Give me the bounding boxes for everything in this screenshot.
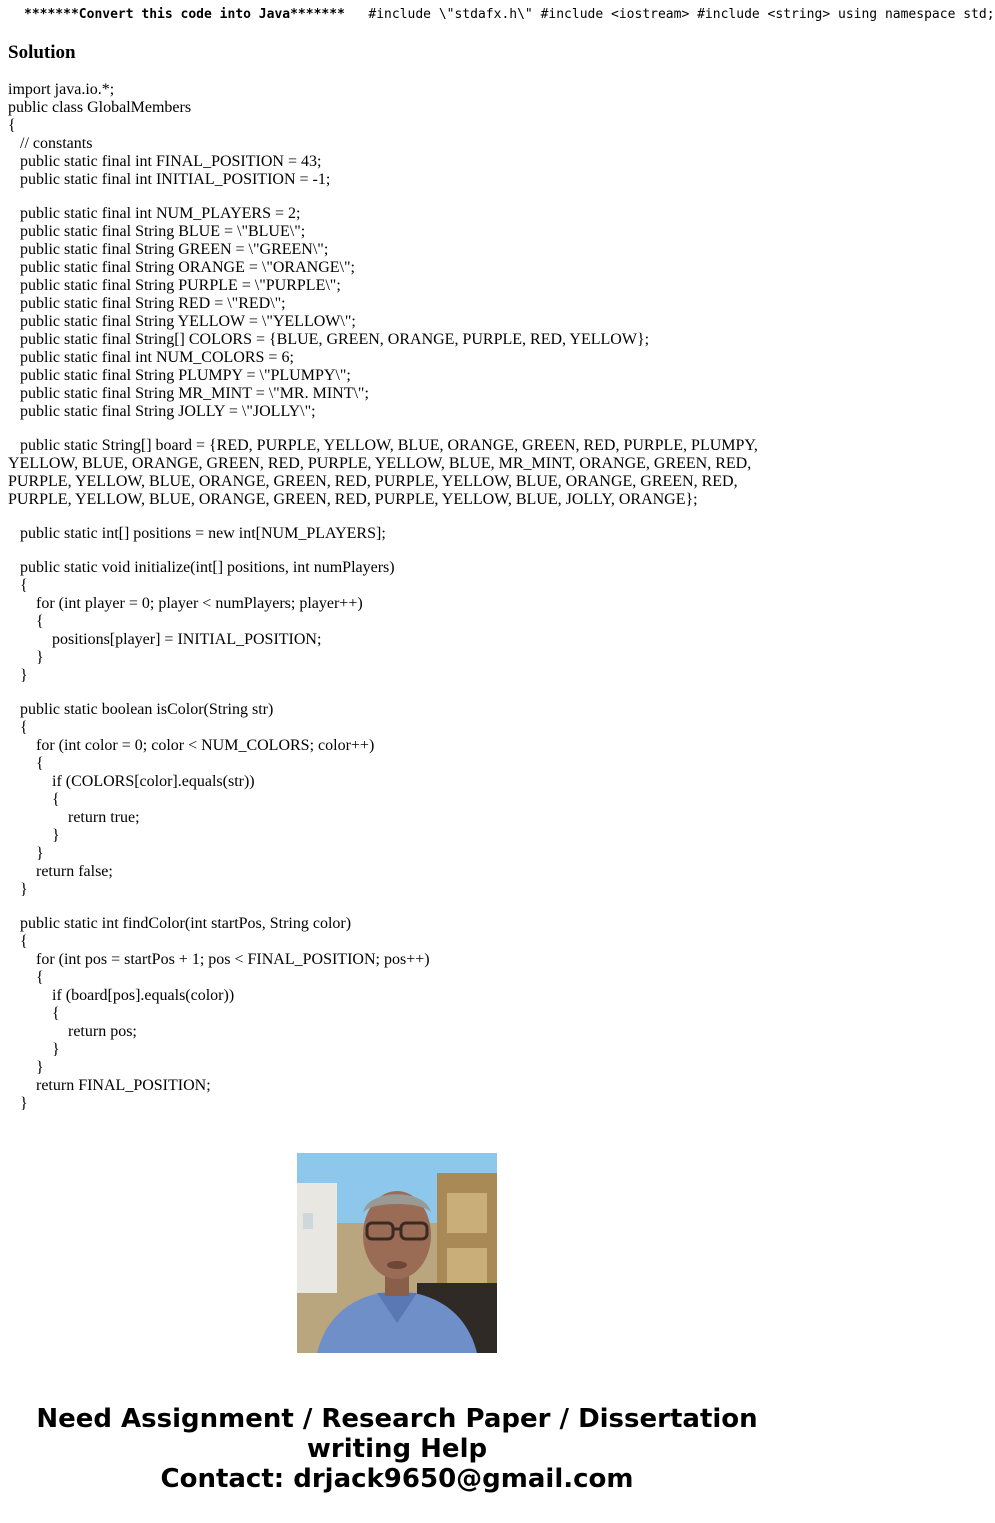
code-line: import java.io.*; xyxy=(8,81,115,98)
code-line: public static final String JOLLY = \"JOLLY\"; xyxy=(8,403,316,420)
code-line: public static final int NUM_PLAYERS = 2; xyxy=(8,205,301,222)
code-line: } xyxy=(8,667,28,684)
code-block xyxy=(8,81,786,1113)
code-line: public static final int INITIAL_POSITION = -1; xyxy=(8,171,331,188)
code-line: { xyxy=(8,719,28,736)
code-line: for (int pos = startPos + 1; pos < FINAL_POSITION; pos++) xyxy=(8,951,430,968)
promo-line: writing Help xyxy=(306,1434,488,1464)
code-line: positions[player] = INITIAL_POSITION; xyxy=(8,631,322,648)
code-line: } xyxy=(8,845,44,862)
code-line: public static final String GREEN = \"GREEN\"; xyxy=(8,241,329,258)
author-avatar xyxy=(297,1153,497,1353)
code-line: public static final String PURPLE = \"PURPLE\"; xyxy=(8,277,341,294)
code-line: } xyxy=(8,1059,44,1076)
code-line: if (board[pos].equals(color)) xyxy=(8,987,235,1004)
code-line: return true; xyxy=(8,809,140,826)
question-label: *******Convert this code into Java******* xyxy=(24,7,345,22)
code-line: public static final String[] COLORS = {BLUE, GREEN, ORANGE, PURPLE, RED, YELLOW}; xyxy=(8,331,650,348)
question-title xyxy=(0,4,995,26)
author-portrait xyxy=(297,1153,497,1353)
code-line: } xyxy=(8,881,28,898)
code-line: for (int player = 0; player < numPlayers; player++) xyxy=(8,595,363,612)
code-line: public class GlobalMembers xyxy=(8,99,192,116)
code-line: } xyxy=(8,827,60,844)
solution-heading: Solution xyxy=(8,42,76,63)
code-line: public static final String RED = \"RED\"; xyxy=(8,295,286,312)
code-line: { xyxy=(8,969,44,986)
code-line: } xyxy=(8,1041,60,1058)
code-line: } xyxy=(8,649,44,666)
code-line: public static boolean isColor(String str) xyxy=(8,701,274,718)
code-line: public static final int FINAL_POSITION = 43; xyxy=(8,153,322,170)
code-blank-line xyxy=(8,685,786,701)
code-line: public static void initialize(int[] positions, int numPlayers) xyxy=(8,559,395,576)
code-line: public static final String MR_MINT = \"MR. MINT\"; xyxy=(8,385,369,402)
promo-line: Need Assignment / Research Paper / Dissertation xyxy=(36,1404,758,1434)
code-blank-line xyxy=(8,509,786,525)
code-line: { xyxy=(8,791,60,808)
code-line: public static final String ORANGE = \"ORANGE\"; xyxy=(8,259,355,276)
code-line: // constants xyxy=(8,135,93,152)
code-line: } xyxy=(8,1095,28,1112)
code-line: public static int[] positions = new int[NUM_PLAYERS]; xyxy=(8,525,386,542)
code-line: public static int findColor(int startPos, String color) xyxy=(8,915,352,932)
code-line: if (COLORS[color].equals(str)) xyxy=(8,773,255,790)
code-line: { xyxy=(8,1005,60,1022)
code-blank-line xyxy=(8,421,786,437)
code-line: { xyxy=(8,117,16,134)
code-line: { xyxy=(8,933,28,950)
code-line: { xyxy=(8,577,28,594)
code-line: return FINAL_POSITION; xyxy=(8,1077,211,1094)
code-line: public static final String YELLOW = \"YELLOW\"; xyxy=(8,313,356,330)
code-line: public static final String BLUE = \"BLUE\"; xyxy=(8,223,306,240)
code-line: public static final String PLUMPY = \"PLUMPY\"; xyxy=(8,367,351,384)
code-line: { xyxy=(8,755,44,772)
code-blank-line xyxy=(8,543,786,559)
code-line: public static final int NUM_COLORS = 6; xyxy=(8,349,294,366)
code-line: return false; xyxy=(8,863,113,880)
code-line: public static String[] board = {RED, PURPLE, YELLOW, BLUE, ORANGE, GREEN, RED, PURPLE, PLUMPY, YELLOW, BLUE, ORANGE, GREEN, RED, PURPLE, YELLOW, BLUE, MR_MINT, ORANGE, GREEN, RED, PURPLE, YELLOW, BLUE, ORANGE, GREEN, RED, PURPLE, YELLOW, BLUE, ORANGE, GREEN, RED, PURPLE, YELLOW, BLUE, ORANGE, GREEN, RED, PURPLE, YELLOW, BLUE, JOLLY, ORANGE}; xyxy=(8,437,762,508)
code-line: for (int color = 0; color < NUM_COLORS; color++) xyxy=(8,737,375,754)
code-line: return pos; xyxy=(8,1023,137,1040)
code-blank-line xyxy=(8,189,786,205)
code-line: { xyxy=(8,613,44,630)
code-blank-line xyxy=(8,899,786,915)
promo-banner xyxy=(0,1404,794,1494)
promo-contact: Contact: drjack9650@gmail.com xyxy=(160,1464,634,1494)
question-preview: #include \"stdafx.h\" #include <iostream> #include <string> using namespace std; xyxy=(368,7,995,22)
